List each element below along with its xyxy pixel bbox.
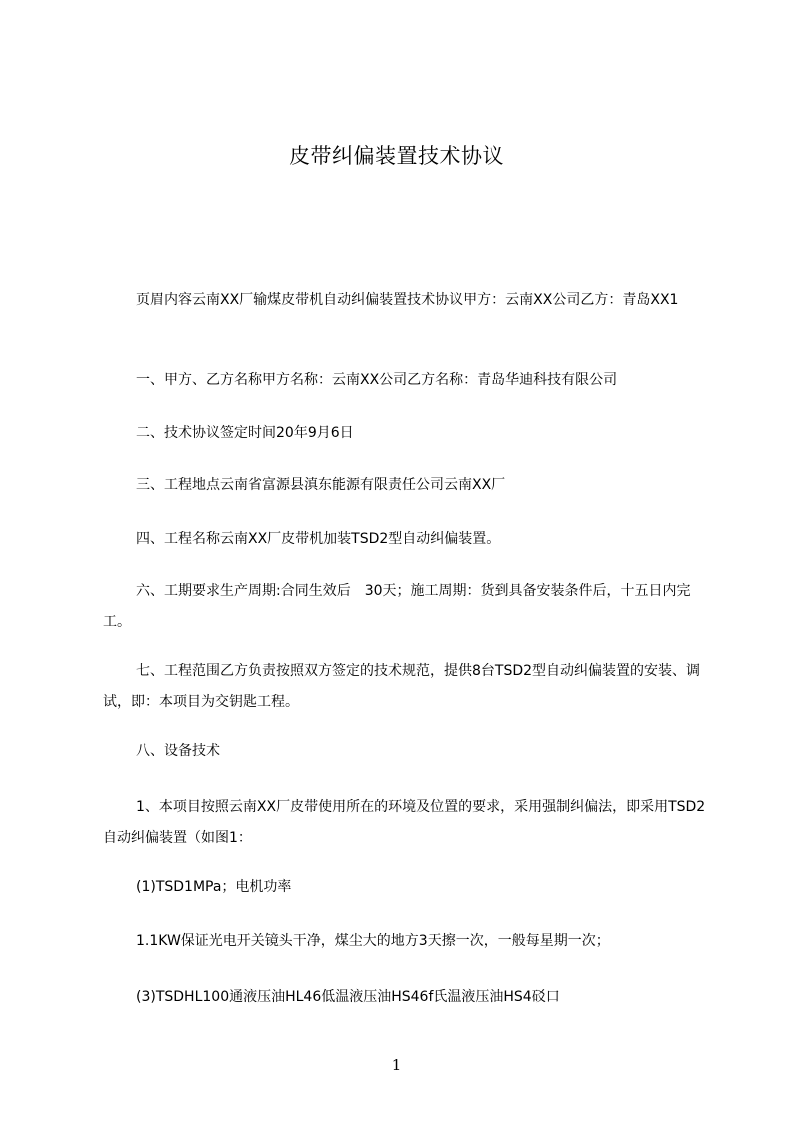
paragraph-item-1: (1)TSD1MPa；电机功率: [136, 879, 292, 895]
paragraph-scope: 七、工程范围乙方负责按照双方签定的技术规范，提供8台TSD2型自动纠偏装置的安装、调试，即：本项目为交钥匙工程。: [103, 663, 701, 710]
document-title: 皮带纠偏装置技术协议: [289, 144, 504, 168]
paragraph-item-3: (3)TSDHL100通液压油HL46低温液压油HS46f氏温液压油HS4䂚口: [136, 989, 560, 1005]
paragraph-equipment-heading: 八、设备技术: [136, 743, 220, 759]
paragraph-sign-date: 二、技术协议签定时间20年9月6日: [136, 425, 354, 441]
paragraph-location: 三、工程地点云南省富源县滇东能源有限责任公司云南XX厂: [136, 477, 506, 493]
paragraph-schedule: 六、工期要求生产周期:合同生效后 30天；施工周期：货到具备安装条件后，十五日内完工。: [103, 583, 691, 630]
paragraph-equipment-1: 1、本项目按照云南XX厂皮带使用所在的环境及位置的要求，采用强制纠偏法，即采用TSD2自动纠偏装置（如图1：: [103, 799, 706, 846]
paragraph-party-names: 一、甲方、乙方名称甲方名称：云南XX公司乙方名称：青岛华迪科技有限公司: [136, 372, 618, 388]
paragraph-project-name: 四、工程名称云南XX厂皮带机加装TSD2型自动纠偏装置。: [136, 531, 501, 547]
paragraph-header: 页眉内容云南XX厂输煤皮带机自动纠偏装置技术协议甲方：云南XX公司乙方：青岛XX1: [136, 292, 679, 308]
page-number: 1: [391, 1056, 402, 1074]
paragraph-item-motor: 1.1KW保证光电开关镜头干净，煤尘大的地方3天擦一次，一般每星期一次；: [136, 933, 610, 949]
